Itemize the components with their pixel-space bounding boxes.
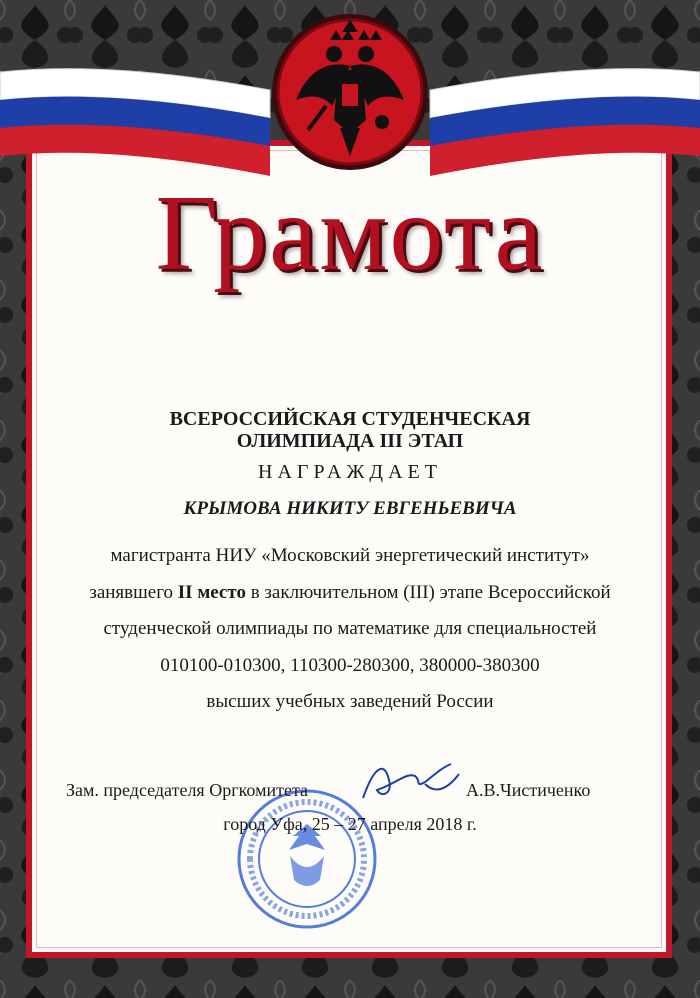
awards-verb: НАГРАЖДАЕТ — [258, 461, 442, 483]
description-line-5: высших учебных заведений России — [206, 691, 494, 713]
description-line-1: магистранта НИУ «Московский энергетический институт» — [110, 545, 590, 566]
certificate-title: Грамота — [155, 174, 545, 293]
description-line-4: 010100-010300, 110300-280300, 380000-380300 — [160, 654, 540, 676]
line2-suffix: в заключительном (III) этапе Всероссийской — [245, 581, 611, 603]
place-awarded: II место — [177, 581, 246, 603]
organization-line-2: ОЛИМПИАДА III ЭТАП — [236, 430, 464, 452]
line2-prefix: занявшего — [89, 581, 178, 603]
organization-heading — [0, 408, 700, 452]
description-line-2 — [0, 575, 700, 612]
signatory-title: Зам. председателя Оргкомитета — [66, 780, 309, 800]
city-and-date: город Уфа, 25 – 27 апреля 2018 г. — [223, 814, 477, 834]
recipient-name: КРЫМОВА НИКИТУ ЕВГЕНЬЕВИЧА — [183, 498, 517, 519]
handwritten-signature-icon — [355, 754, 465, 808]
right-flag-ribbon — [430, 69, 700, 176]
award-description — [0, 538, 700, 721]
description-line-3: студенческой олимпиады по математике для специальностей — [103, 618, 597, 640]
signatory-name: А.В.Чистиченко — [466, 780, 591, 800]
left-flag-ribbon — [0, 69, 270, 176]
coat-of-arms-icon — [268, 10, 432, 174]
organization-line-1: ВСЕРОССИЙСКАЯ СТУДЕНЧЕСКАЯ — [169, 408, 531, 430]
